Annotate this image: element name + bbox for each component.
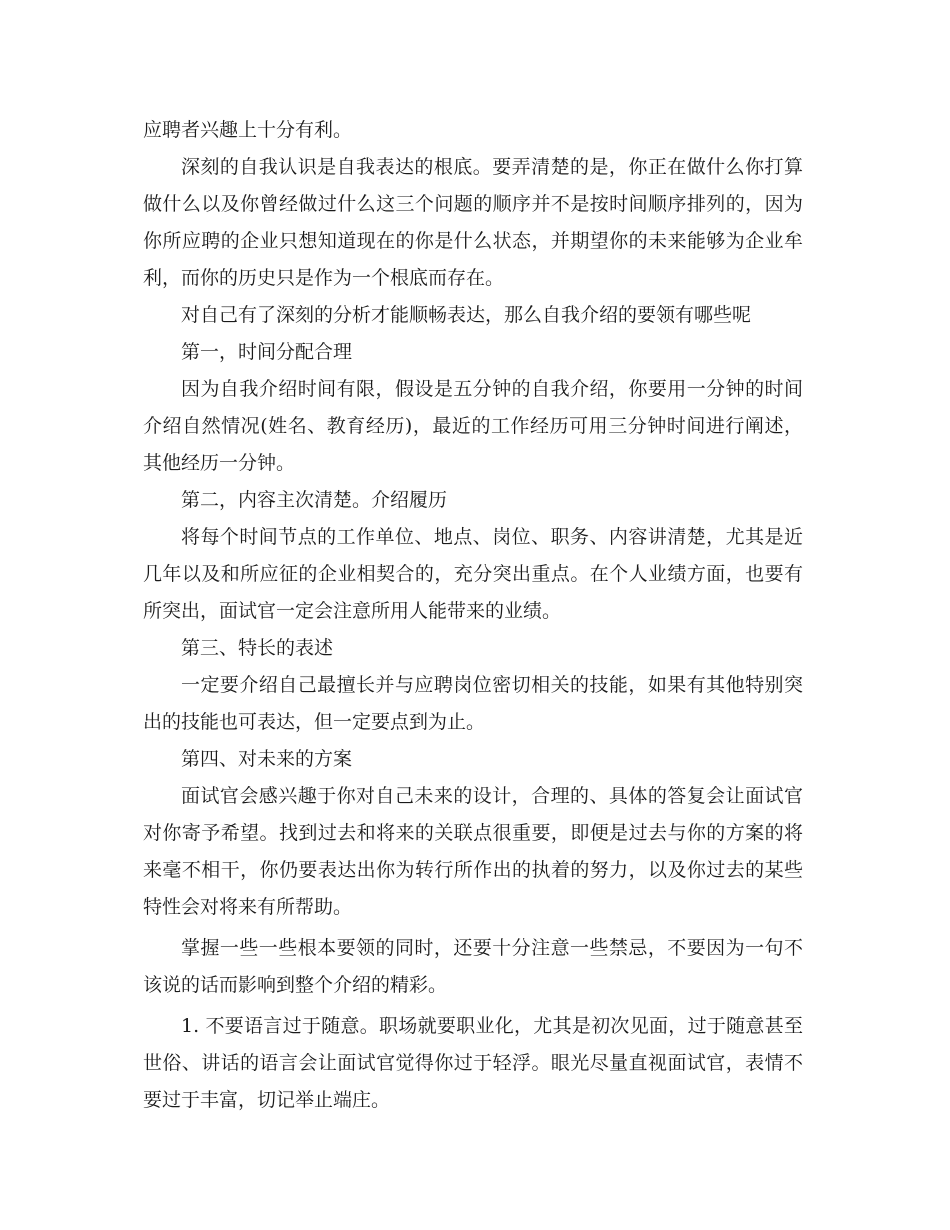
heading-point-4: 第四、对未来的方案 [181, 748, 353, 770]
paragraph-point-2: 将每个时间节点的工作单位、地点、岗位、职务、内容讲清楚，尤其是近几年以及和所应征的企业相契合的，充分突出重点。在个人业绩方面，也要有所突出，面试官一定会注意所用人能带来的业绩。 [143, 526, 803, 622]
paragraph-self-awareness: 深刻的自我认识是自我表达的根底。要弄清楚的是，你正在做什么你打算做什么以及你曾经做过什么这三个问题的顺序并不是按时间顺序排列的，因为你所应聘的企业只想知道现在的你是什么状态，并期望你的未来能够为企业牟利，而你的历史只是作为一个根底而存在。 [143, 156, 803, 289]
document-body [143, 112, 803, 1119]
paragraph-key-points-intro: 对自己有了深刻的分析才能顺畅表达，那么自我介绍的要领有哪些呢 [181, 304, 752, 326]
paragraph-point-3: 一定要介绍自己最擅长并与应聘岗位密切相关的技能，如果有其他特别突出的技能也可表达，但一定要点到为止。 [143, 674, 803, 733]
paragraph-taboo-1: 1. 不要语言过于随意。职场就要职业化，尤其是初次见面，过于随意甚至世俗、讲话的语言会让面试官觉得你过于轻浮。眼光尽量直视面试官，表情不要过于丰富，切记举止端庄。 [143, 1015, 803, 1111]
heading-point-2: 第二，内容主次清楚。介绍履历 [181, 489, 448, 511]
heading-point-3: 第三、特长的表述 [181, 637, 334, 659]
paragraph-point-4: 面试官会感兴趣于你对自己未来的设计，合理的、具体的答复会让面试官对你寄予希望。找到过去和将来的关联点很重要，即便是过去与你的方案的将来毫不相干，你仍要表达出你为转行所作出的执着的努力，以及你过去的某些特性会对将来有所帮助。 [143, 785, 803, 918]
heading-point-1: 第一，时间分配合理 [181, 341, 353, 363]
paragraph-continuation: 应聘者兴趣上十分有利。 [143, 119, 353, 141]
paragraph-taboos-intro: 掌握一些一些根本要领的同时，还要十分注意一些禁忌，不要因为一句不该说的话而影响到整个介绍的精彩。 [143, 937, 803, 996]
paragraph-point-1: 因为自我介绍时间有限，假设是五分钟的自我介绍，你要用一分钟的时间介绍自然情况(姓名、教育经历)，最近的工作经历可用三分钟时间进行阐述，其他经历一分钟。 [143, 378, 803, 474]
